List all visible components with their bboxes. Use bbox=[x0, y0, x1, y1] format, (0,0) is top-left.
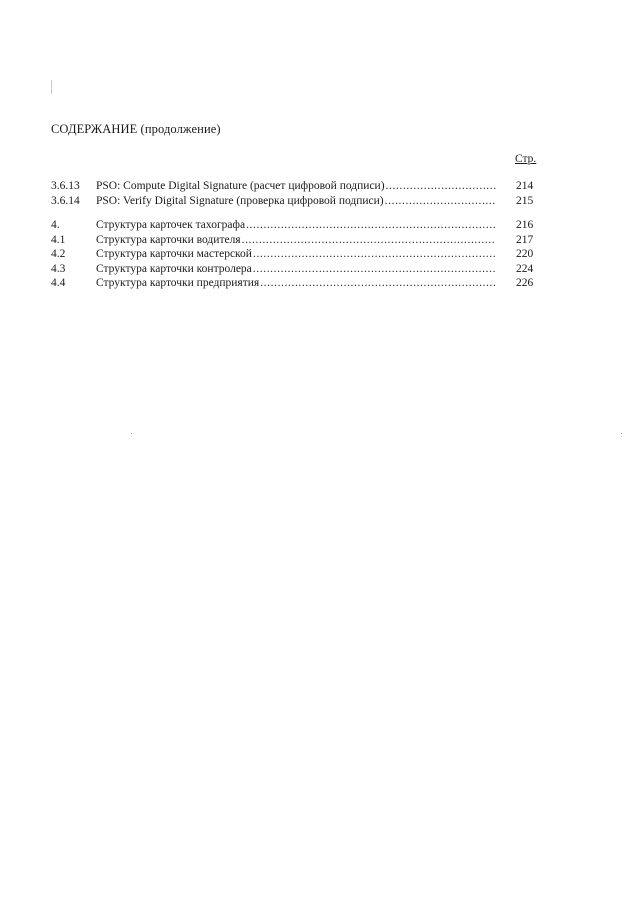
toc-entry-page: 224 bbox=[516, 262, 534, 275]
toc-entry-title-wrap bbox=[96, 247, 496, 262]
toc-entry-page: 216 bbox=[516, 219, 534, 231]
toc-group bbox=[51, 179, 551, 208]
toc-entry bbox=[51, 276, 551, 291]
dot-leader bbox=[385, 194, 496, 209]
toc-entry-page: 215 bbox=[516, 194, 534, 207]
toc-entry-title-wrap bbox=[96, 179, 496, 194]
scan-speck bbox=[131, 433, 132, 434]
toc-entry-number: 4. bbox=[51, 219, 60, 231]
toc-entry-title-wrap bbox=[96, 262, 496, 277]
page-column-label: Стр. bbox=[515, 153, 537, 165]
toc-entry-title-wrap bbox=[96, 276, 496, 291]
scan-speck bbox=[51, 80, 52, 94]
dot-leader bbox=[242, 233, 496, 248]
toc-entry-page: 226 bbox=[516, 277, 534, 289]
toc-entry-page: 217 bbox=[516, 233, 534, 246]
toc-entry bbox=[51, 233, 551, 248]
toc-entry bbox=[51, 247, 551, 262]
toc-entry-number: 3.6.13 bbox=[51, 180, 80, 192]
toc-entry-title: Структура карточки контролера bbox=[96, 262, 252, 275]
toc-entry-title-wrap bbox=[96, 194, 496, 209]
toc-entry-title: Структура карточек тахографа bbox=[96, 219, 246, 231]
toc-entry-number: 4.1 bbox=[51, 233, 66, 246]
toc-heading: СОДЕРЖАНИЕ (продолжение) bbox=[51, 122, 221, 136]
toc-entry-number: 4.3 bbox=[51, 262, 66, 275]
toc-entry-title: Структура карточки водителя bbox=[96, 233, 241, 246]
dot-leader bbox=[386, 179, 496, 194]
toc-entry-page: 214 bbox=[516, 180, 534, 192]
toc-group bbox=[51, 218, 551, 291]
toc-entry-number: 4.4 bbox=[51, 277, 66, 289]
toc-entry bbox=[51, 179, 551, 194]
toc-entry bbox=[51, 218, 551, 233]
toc-entry-title: PSO: Verify Digital Signature (проверка цифровой подписи) bbox=[96, 194, 384, 207]
table-of-contents bbox=[51, 179, 551, 291]
scan-speck bbox=[621, 433, 622, 434]
toc-entry-number: 3.6.14 bbox=[51, 194, 80, 207]
toc-entry-title-wrap bbox=[96, 233, 496, 248]
dot-leader bbox=[260, 276, 496, 291]
toc-entry-title-wrap bbox=[96, 218, 496, 233]
dot-leader bbox=[253, 262, 496, 277]
toc-entry-title: PSO: Compute Digital Signature (расчет цифровой подписи) bbox=[96, 180, 385, 192]
toc-entry bbox=[51, 194, 551, 209]
dot-leader bbox=[253, 247, 496, 262]
toc-entry-page: 220 bbox=[516, 248, 534, 260]
dot-leader bbox=[246, 218, 496, 233]
toc-entry bbox=[51, 262, 551, 277]
toc-entry-title: Структура карточки мастерской bbox=[96, 248, 252, 260]
toc-entry-number: 4.2 bbox=[51, 248, 66, 260]
toc-entry-title: Структура карточки предприятия bbox=[96, 277, 260, 289]
